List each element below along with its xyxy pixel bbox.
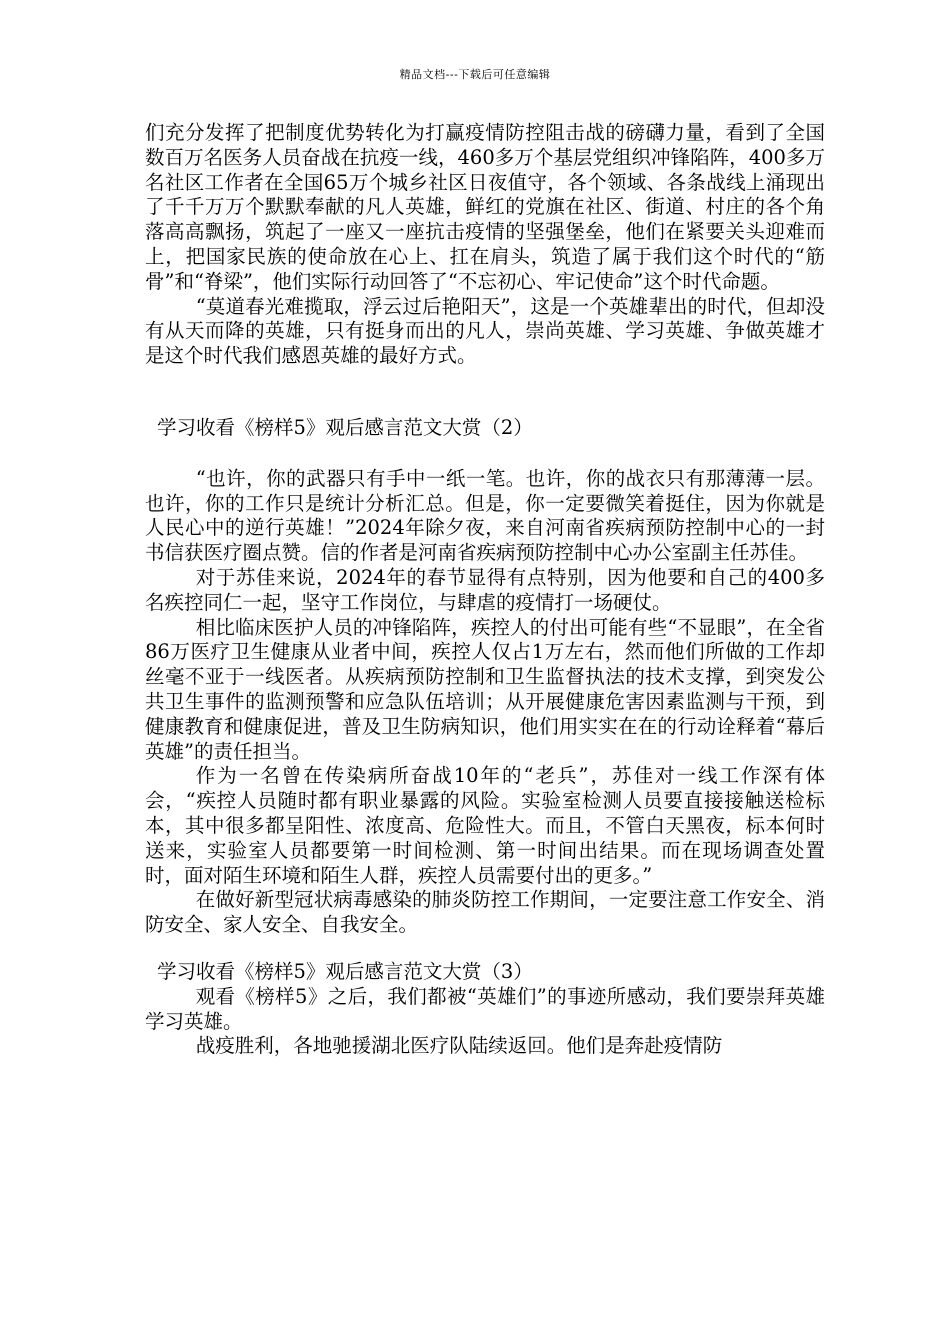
paragraph: 对于苏佳来说，2024年的春节显得有点特别，因为他要和自己的400多名疾控同仁一起，坚守工作岗位，与肆虐的疫情打一场硬仗。 <box>145 565 825 614</box>
section-title: 学习收看《榜样5》观后感言范文大赏（2） <box>157 415 533 439</box>
paragraph: “莫道春光难揽取，浮云过后艳阳天”，这是一个英雄辈出的时代，但却没有从天而降的英雄，只有挺身而出的凡人，崇尚英雄、学习英雄、争做英雄才是这个时代我们感恩英雄的最好方式。 <box>145 294 825 368</box>
paragraph: 观看《榜样5》之后，我们都被“英雄们”的事迹所感动，我们要崇拜英雄学习英雄。 <box>145 984 825 1033</box>
paragraph: 在做好新型冠状病毒感染的肺炎防控工作期间，一定要注意工作安全、消防安全、家人安全、自我安全。 <box>145 888 825 937</box>
paragraph: 们充分发挥了把制度优势转化为打赢疫情防控阻击战的磅礴力量，看到了全国数百万名医务人员奋战在抗疫一线，460多万个基层党组织冲锋陷阵，400多万名社区工作者在全国65万个城乡社区日夜值守，各个领域、各条战线上涌现出了千千万万个默默奉献的凡人英雄，鲜红的党旗在社区、街道、村庄的各个角落高高飘扬，筑起了一座又一座抗击疫情的坚强堡垒，他们在紧要关头迎难而上，把国家民族的使命放在心上、扛在肩头，筑造了属于我们这个时代的“筋骨”和“脊梁”，他们实际行动回答了“不忘初心、牢记使命”这个时代命题。 <box>145 121 825 293</box>
spacer <box>145 369 825 416</box>
paragraph: “也许，你的武器只有手中一纸一笔。也许，你的战衣只有那薄薄一层。也许，你的工作只是统计分析汇总。但是，你一定要微笑着挺住，因为你就是人民心中的逆行英雄！”2024年除夕夜，来自河南省疾病预防控制中心的一封书信获医疗圈点赞。信的作者是河南省疾病预防控制中心办公室副主任苏佳。 <box>145 466 825 565</box>
paragraph: 相比临床医护人员的冲锋陷阵，疾控人的付出可能有些“不显眼”，在全省86万医疗卫生健康从业者中间，疾控人仅占1万左右，然而他们所做的工作却丝毫不亚于一线医者。从疾病预防控制和卫生监督执法的技术支撑，到突发公共卫生事件的监测预警和应急队伍培训；从开展健康危害因素监测与干预，到健康教育和健康促进，普及卫生防病知识，他们用实实在在的行动诠释着“幕后英雄”的责任担当。 <box>145 615 825 763</box>
paragraph: 战疫胜利，各地驰援湖北医疗队陆续返回。他们是奔赴疫情防 <box>195 1034 723 1058</box>
spacer <box>145 938 825 960</box>
section-title: 学习收看《榜样5》观后感言范文大赏（3） <box>157 959 533 983</box>
paragraph: 作为一名曾在传染病所奋战10年的“老兵”，苏佳对一线工作深有体会，“疾控人员随时都有职业暴露的风险。实验室检测人员要直接接触送检标本，其中很多都呈阳性、浓度高、危险性大。而且，不管白天黑夜，标本何时送来，实验室人员都要第一时间检测、第一时间出结果。而在现场调查处置时，面对陌生环境和陌生人群，疾控人员需要付出的更多。” <box>145 764 825 887</box>
document-body <box>145 121 825 1059</box>
page-header: 精品文档---下载后可任意编辑 <box>399 68 551 81</box>
spacer <box>145 441 825 467</box>
